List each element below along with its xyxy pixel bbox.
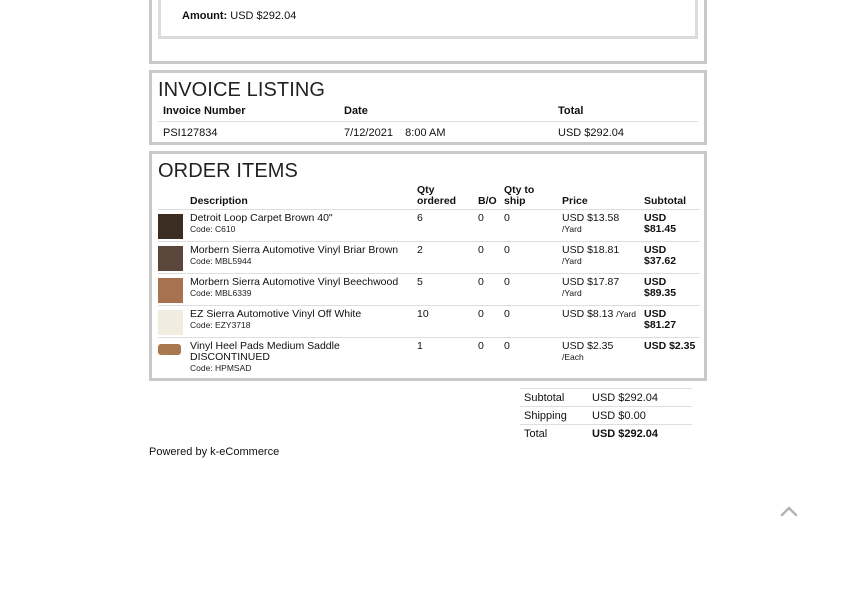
items-header-row [158,185,700,210]
order-totals [520,388,692,442]
item-subtotal [644,274,700,306]
invoice-time-value: 8:00 AM [405,127,446,139]
payment-section [149,0,707,64]
order-item-row [158,242,700,274]
qty-ship-header-line1: Qty to [504,184,535,196]
bo-header: B/O [478,185,504,210]
product-swatch-image[interactable] [158,310,183,335]
item-name[interactable]: Morbern Sierra Automotive Vinyl Beechwood [190,276,399,288]
invoice-listing-section [149,70,707,145]
invoice-date-value: 7/12/2021 [344,127,393,139]
item-subtotal-line2: $37.62 [644,255,677,267]
item-price-value: USD $2.35 [562,340,614,352]
invoice-date [339,122,553,143]
invoice-total: USD $292.04 [558,127,625,139]
item-image-cell [158,242,190,274]
item-description [190,274,417,306]
powered-by-footer[interactable]: Powered by k-eCommerce [149,446,280,458]
item-subtotal [644,338,700,378]
order-item-row [158,274,700,306]
qty-ship-header [504,185,562,210]
subtotal-value: USD $292.04 [588,389,692,407]
order-item-row [158,210,700,242]
invoice-header-row [158,104,698,122]
item-subtotal-line1: USD [644,212,667,224]
scroll-to-top-button[interactable] [779,503,799,519]
shipping-label: Shipping [520,407,588,425]
item-price-unit: /Yard [616,309,636,319]
item-subtotal-line1: USD [644,244,667,256]
shipping-value: USD $0.00 [588,407,692,425]
invoice-number-header: Invoice Number [158,104,339,122]
item-description [190,242,417,274]
qty-ordered-header-line2: ordered [417,195,457,207]
item-description [190,306,417,338]
amount-line [182,10,296,22]
item-code: Code: MBL5944 [190,256,252,266]
order-items-table [158,185,700,378]
qty-ship-header-line2: ship [504,195,526,207]
item-name[interactable]: EZ Sierra Automotive Vinyl Off White [190,308,362,320]
item-price-unit: /Yard [562,224,582,234]
item-bo: 0 [478,340,484,352]
item-qty-ship: 0 [504,306,562,338]
item-code: Code: MBL6339 [190,288,252,298]
item-qty-ordered: 5 [417,274,478,306]
invoice-listing-title: INVOICE LISTING [158,79,326,101]
amount-label: Amount: [182,10,228,22]
item-price [562,242,644,274]
item-price [562,306,644,338]
image-header [158,185,190,210]
item-bo: 0 [478,242,504,274]
date-header: Date [339,104,553,122]
item-qty-ship: 0 [504,242,562,274]
totals-row-subtotal [520,389,692,407]
item-price [562,210,644,242]
price-header: Price [562,185,644,210]
order-item-row [158,306,700,338]
item-subtotal-line2: $89.35 [644,287,677,299]
item-price-value: USD $17.87 [562,276,620,288]
item-bo: 0 [478,210,504,242]
item-name[interactable]: Vinyl Heel Pads Medium Saddle [190,340,340,352]
item-subtotal [644,306,700,338]
item-qty-ship: 0 [504,340,510,352]
item-qty-ordered: 10 [417,306,478,338]
item-description [190,210,417,242]
item-subtotal [644,210,700,242]
item-code: Code: HPMSAD [190,363,252,373]
product-swatch-image[interactable] [158,246,183,271]
item-price-value: USD $8.13 [562,308,614,320]
item-price-unit: /Yard [562,288,582,298]
order-items-section [149,151,707,381]
item-subtotal-line1: USD $2.35 [644,340,696,352]
order-items-title: ORDER ITEMS [158,160,298,182]
item-subtotal-line2: $81.27 [644,319,677,331]
item-subtotal-line2: $81.45 [644,223,677,235]
product-swatch-image[interactable] [158,278,183,303]
total-label: Total [524,427,548,440]
subtotal-label: Subtotal [520,389,588,407]
qty-ordered-header-line1: Qty [417,184,435,196]
description-header: Description [190,185,417,210]
item-code: Code: C610 [190,224,236,234]
item-qty-ordered: 1 [417,340,423,352]
item-price-unit: /Yard [562,256,582,266]
item-image-cell [158,274,190,306]
item-code: Code: EZY3718 [190,320,251,330]
item-subtotal-line1: USD [644,308,667,320]
item-image-cell [158,210,190,242]
order-item-row [158,338,700,378]
totals-row-total [520,425,692,443]
chevron-up-icon [779,503,799,519]
item-description [190,338,417,378]
subtotal-header: Subtotal [644,185,700,210]
invoice-number[interactable]: PSI127834 [163,127,218,139]
total-value: USD $292.04 [592,427,659,440]
item-price-value: USD $18.81 [562,244,620,256]
item-bo: 0 [478,274,504,306]
item-price [562,338,644,378]
item-name[interactable]: Detroit Loop Carpet Brown 40" [190,212,333,224]
item-subtotal [644,242,700,274]
total-header: Total [553,104,698,122]
item-subtotal-line1: USD [644,276,667,288]
item-image-cell [158,306,190,338]
payment-inner-box [158,0,698,39]
item-bo: 0 [478,306,504,338]
item-price-unit: /Each [562,352,584,362]
item-qty-ordered: 6 [417,210,478,242]
item-qty-ship: 0 [504,210,562,242]
invoice-table [158,104,698,142]
item-qty-ordered: 2 [417,242,478,274]
item-discontinued-note: DISCONTINUED [190,351,270,363]
item-price-value: USD $13.58 [562,212,620,224]
invoice-row[interactable] [158,122,698,143]
totals-row-shipping [520,407,692,425]
product-swatch-image[interactable] [158,214,183,239]
item-name[interactable]: Morbern Sierra Automotive Vinyl Briar Brown [190,244,399,256]
item-image-cell [158,338,190,378]
amount-value: USD $292.04 [230,10,297,22]
item-qty-ship: 0 [504,274,562,306]
qty-ordered-header [417,185,478,210]
product-swatch-image[interactable] [158,344,181,355]
item-price [562,274,644,306]
